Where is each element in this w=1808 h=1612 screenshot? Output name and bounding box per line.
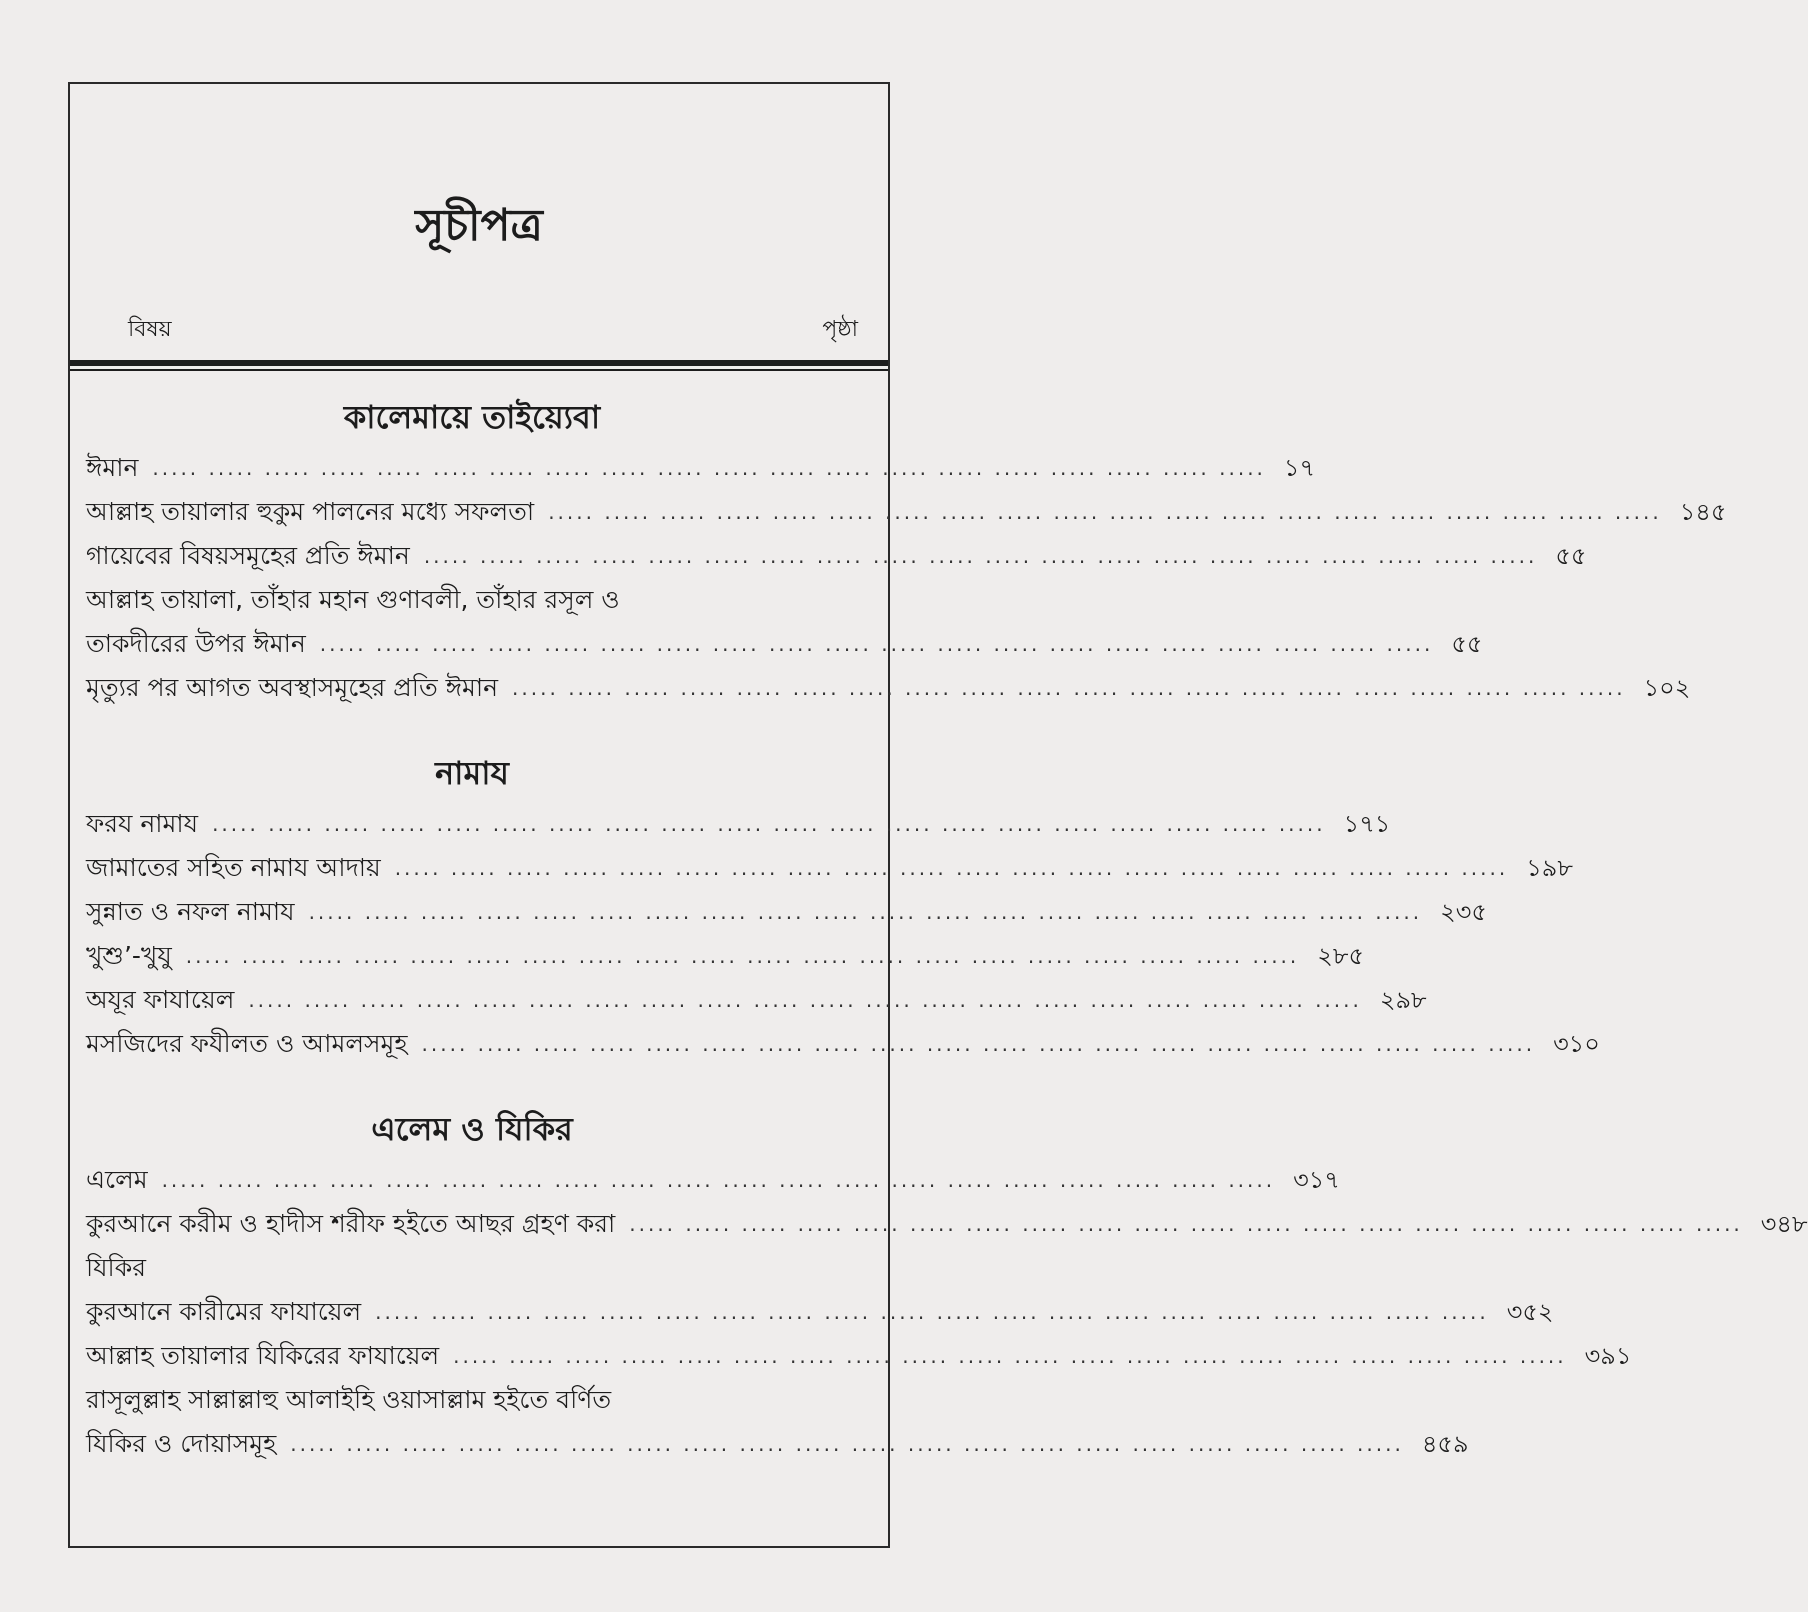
toc-entry[interactable]: [86, 846, 1573, 890]
toc-entry[interactable]: [86, 890, 1487, 934]
entry-title: খুশু’-খুযু: [86, 941, 172, 970]
heading-divider-thick: [70, 360, 888, 366]
toc-entry[interactable]: [86, 978, 1427, 1022]
entry-page-number: ১০২: [1643, 674, 1691, 702]
entry-page-number: ১৭১: [1343, 810, 1391, 838]
toc-entry[interactable]: [86, 1378, 858, 1422]
entry-title: ফরয নামায: [86, 809, 199, 838]
toc-section: [86, 1106, 1808, 1466]
toc-entry[interactable]: [86, 578, 858, 622]
entry-title: আল্লাহ তায়ালা, তাঁহার মহান গুণাবলী, তাঁহার রসূল ও: [86, 585, 620, 614]
entry-title: কুরআনে কারীমের ফাযায়েল: [86, 1297, 362, 1326]
dot-leader: ..... ..... ..... ..... ..... ..... ..... ..... ..... ..... ..... ..... ..... ..... ..... ..... ..... ..... ..... .....: [548, 500, 1662, 524]
entry-page-number: ৫৫: [1451, 630, 1483, 658]
toc-section: [86, 750, 1600, 1066]
entry-page-number: ২৮৫: [1317, 942, 1365, 970]
entry-title: গায়েবের বিষয়সমূহের প্রতি ঈমান: [86, 541, 410, 570]
toc-entry[interactable]: [86, 666, 1691, 710]
entry-page-number: ৩৯১: [1584, 1342, 1632, 1370]
entry-page-number: ৩১৭: [1293, 1166, 1340, 1194]
section-heading: নামায: [435, 754, 509, 792]
toc-entry[interactable]: [86, 534, 1587, 578]
section-spacer: [86, 1084, 858, 1106]
toc-entry[interactable]: [86, 1334, 1632, 1378]
dot-leader: ..... ..... ..... ..... ..... ..... ..... ..... ..... ..... ..... ..... ..... ..... ..... ..... ..... ..... ..... .....: [423, 544, 1538, 568]
entry-title: আল্লাহ তায়ালার হুকুম পালনের মধ্যে সফলতা: [86, 497, 535, 526]
entry-title: জামাতের সহিত নামায আদায়: [86, 853, 381, 882]
entry-page-number: ৪৫৯: [1421, 1430, 1469, 1458]
dot-leader: ..... ..... ..... ..... ..... ..... ..... ..... ..... ..... ..... ..... ..... ..... ..... ..... ..... ..... ..... .....: [629, 1212, 1743, 1236]
entry-page-number: ১৭: [1283, 454, 1316, 482]
entry-page-number: ২৩৫: [1440, 898, 1487, 926]
dot-leader: ..... ..... ..... ..... ..... ..... ..... ..... ..... ..... ..... ..... ..... ..... ..... ..... ..... ..... ..... .....: [185, 944, 1300, 968]
toc-entry[interactable]: [86, 446, 1316, 490]
section-heading: কালেমায়ে তাইয়্যেবা: [343, 398, 601, 436]
dot-leader: ..... ..... ..... ..... ..... ..... ..... ..... ..... ..... ..... ..... ..... ..... ..... ..... ..... ..... ..... .....: [421, 1032, 1536, 1056]
toc-entry[interactable]: [86, 934, 1365, 978]
heading-divider-thin: [70, 369, 888, 371]
dot-leader: ..... ..... ..... ..... ..... ..... ..... ..... ..... ..... ..... ..... ..... ..... ..... ..... ..... ..... ..... .....: [453, 1344, 1567, 1368]
subject-column-heading: বিষয়: [128, 317, 172, 342]
entry-page-number: ৩৫২: [1506, 1298, 1554, 1326]
dot-leader: ..... ..... ..... ..... ..... ..... ..... ..... ..... ..... ..... ..... ..... ..... ..... ..... ..... ..... ..... .....: [248, 988, 1362, 1012]
table-of-contents: [86, 394, 1808, 1484]
entry-title: রাসূলুল্লাহ সাল্লাল্লাহু আলাইহি ওয়াসাল্লাম হইতে বর্ণিত: [86, 1385, 612, 1414]
entry-title: মৃত্যুর পর আগত অবস্থাসমূহের প্রতি ঈমান: [86, 673, 499, 702]
entry-title: তাকদীরের উপর ঈমান: [86, 629, 306, 658]
entry-title: আল্লাহ তায়ালার যিকিরের ফাযায়েল: [86, 1341, 440, 1370]
dot-leader: ..... ..... ..... ..... ..... ..... ..... ..... ..... ..... ..... ..... ..... ..... ..... ..... ..... ..... ..... .....: [308, 900, 1423, 924]
toc-entry[interactable]: [86, 490, 1727, 534]
entry-page-number: ৩৪৮: [1760, 1210, 1808, 1238]
entry-title: কুরআনে করীম ও হাদীস শরীফ হইতে আছর গ্রহণ করা: [86, 1209, 616, 1238]
toc-entry[interactable]: [86, 622, 1483, 666]
dot-leader: ..... ..... ..... ..... ..... ..... ..... ..... ..... ..... ..... ..... ..... ..... ..... ..... ..... ..... ..... .....: [512, 676, 1626, 700]
toc-entry[interactable]: [86, 1202, 1808, 1246]
entry-title: মসজিদের ফযীলত ও আমলসমূহ: [86, 1029, 408, 1058]
dot-leader: ..... ..... ..... ..... ..... ..... ..... ..... ..... ..... ..... ..... ..... ..... ..... ..... ..... ..... ..... .....: [394, 856, 1509, 880]
page-column-heading: পৃষ্ঠা: [822, 317, 858, 342]
dot-leader: ..... ..... ..... ..... ..... ..... ..... ..... ..... ..... ..... ..... ..... ..... ..... ..... ..... ..... ..... .....: [375, 1300, 1489, 1324]
section-heading: এলেম ও যিকির: [371, 1110, 573, 1148]
entry-page-number: ৩১০: [1553, 1030, 1600, 1058]
toc-section: [86, 394, 1727, 710]
toc-entry[interactable]: [86, 1422, 1469, 1466]
entry-page-number: ১৪৫: [1679, 498, 1727, 526]
entry-title: যিকির: [86, 1253, 146, 1282]
toc-entry[interactable]: [86, 802, 1391, 846]
toc-entry[interactable]: [86, 1022, 1600, 1066]
entry-title: সুন্নাত ও নফল নামায: [86, 897, 295, 926]
dot-leader: ..... ..... ..... ..... ..... ..... ..... ..... ..... ..... ..... ..... ..... ..... ..... ..... ..... ..... ..... .....: [290, 1432, 1404, 1456]
toc-entry[interactable]: [86, 1290, 1554, 1334]
entry-title: এলেম: [86, 1165, 148, 1194]
page-title: সূচীপত্র: [415, 200, 543, 251]
contents-page-frame: [68, 82, 1808, 1548]
entry-page-number: ১৯৮: [1526, 854, 1573, 882]
entry-title: ঈমান: [86, 453, 139, 482]
toc-entry[interactable]: [86, 1158, 1340, 1202]
entry-page-number: ২৯৮: [1379, 986, 1427, 1014]
dot-leader: ..... ..... ..... ..... ..... ..... ..... ..... ..... ..... ..... ..... ..... ..... ..... ..... ..... ..... ..... .....: [152, 456, 1266, 480]
dot-leader: ..... ..... ..... ..... ..... ..... ..... ..... ..... ..... ..... ..... ..... ..... ..... ..... ..... ..... ..... .....: [161, 1168, 1276, 1192]
entry-page-number: ৫৫: [1555, 542, 1587, 570]
toc-entry[interactable]: [86, 1246, 858, 1290]
dot-leader: ..... ..... ..... ..... ..... ..... ..... ..... ..... ..... ..... ..... ..... ..... ..... ..... ..... ..... ..... .....: [319, 632, 1434, 656]
entry-title: যিকির ও দোয়াসমূহ: [86, 1429, 277, 1458]
dot-leader: ..... ..... ..... ..... ..... ..... ..... ..... ..... ..... ..... ..... ..... ..... ..... ..... ..... ..... ..... .....: [212, 812, 1326, 836]
section-spacer: [86, 728, 858, 750]
entry-title: অযূর ফাযায়েল: [86, 985, 235, 1014]
